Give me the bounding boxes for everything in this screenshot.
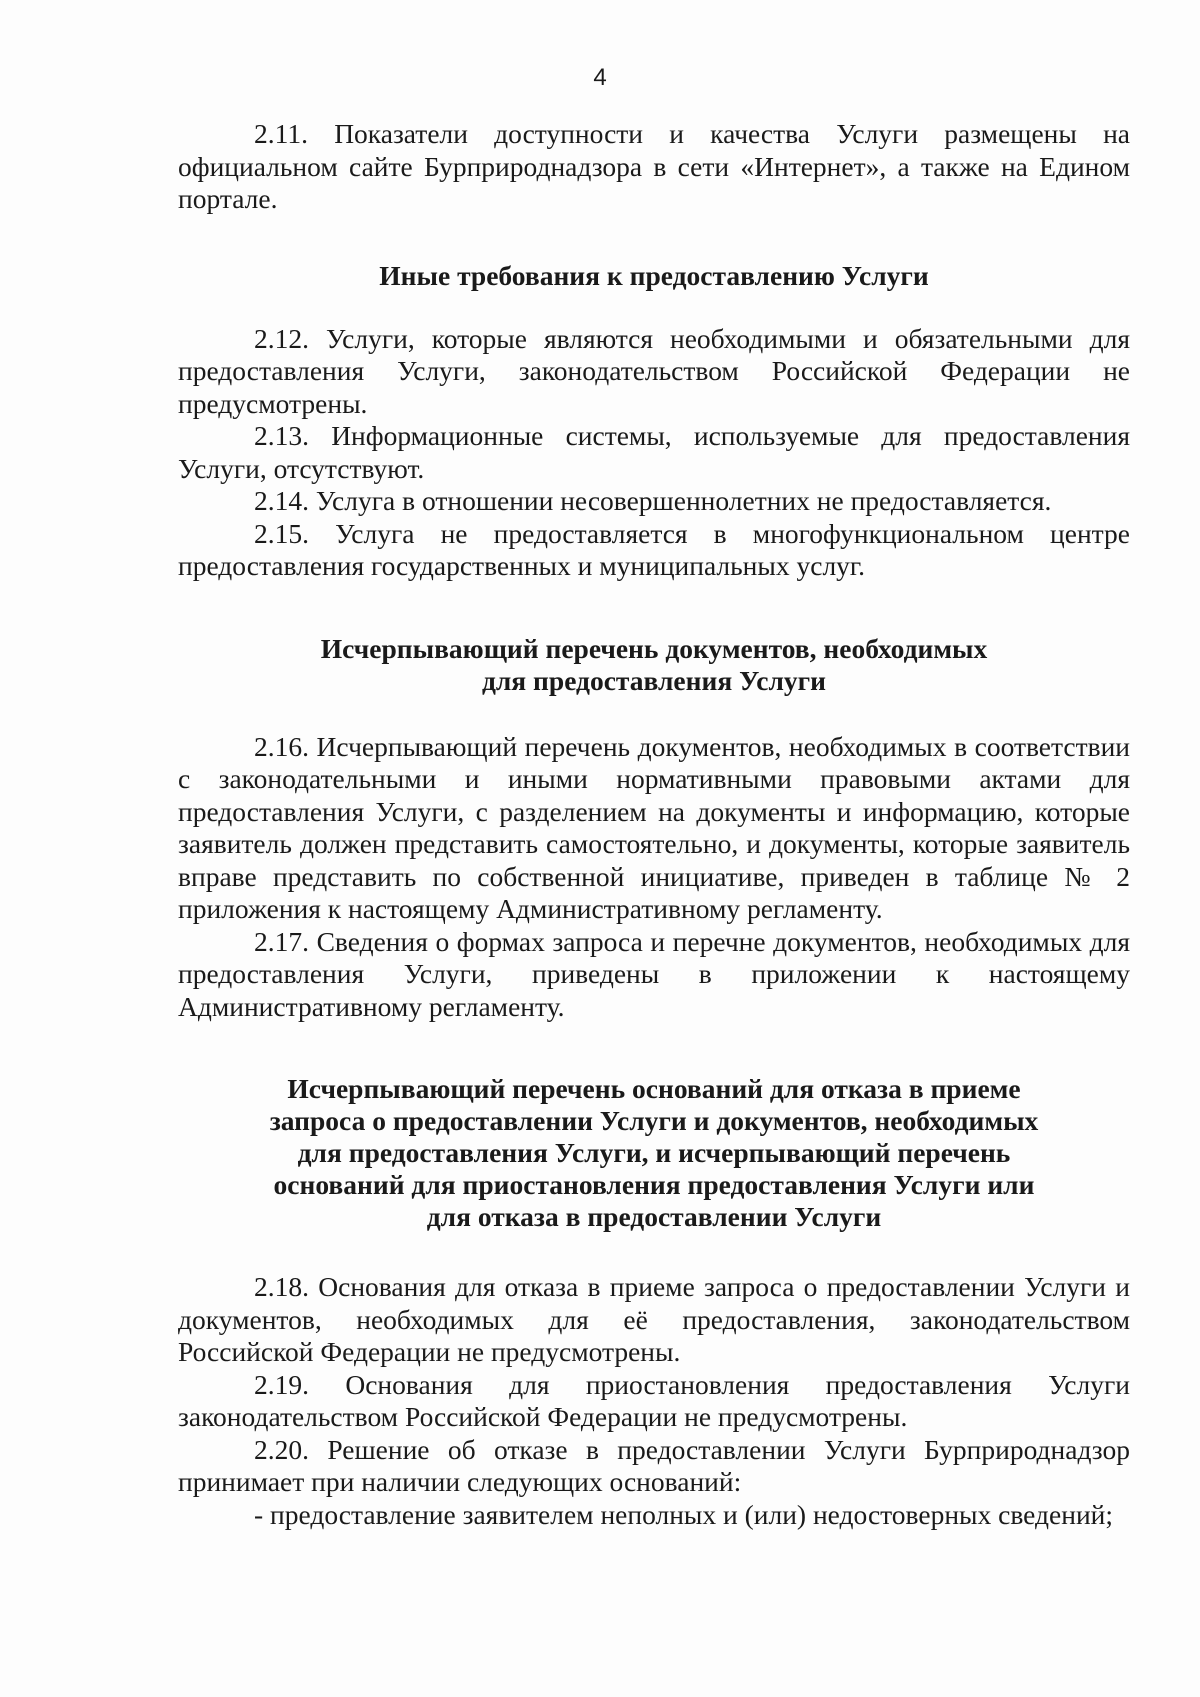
paragraph-2-13: 2.13. Информационные системы, используемые для предоставления Услуги, отсутствуют. <box>178 420 1130 484</box>
heading-line: Исчерпывающий перечень документов, необходимых <box>320 632 988 664</box>
paragraph-2-12: 2.12. Услуги, которые являются необходимыми и обязательными для предоставления Услуги, законодательством Российской Федерации не предусмотрены. <box>178 322 1130 419</box>
paragraph-2-19: 2.19. Основания для приостановления предоставления Услуги законодательством Российской Федерации не предусмотрены. <box>178 1368 1130 1432</box>
paragraph-2-14: 2.14. Услуга в отношении несовершеннолетних не предоставляется. <box>254 485 1052 516</box>
page-number: 4 <box>593 64 607 91</box>
heading-line: для отказа в предоставлении Услуги <box>426 1201 882 1232</box>
paragraph-2-11: 2.11. Показатели доступности и качества Услуги размещены на официальном сайте Бурприроднадзора в сети «Интернет», а также на Едином портале. <box>178 118 1130 214</box>
heading-line: для предоставления Услуги, и исчерпывающий перечень <box>297 1137 1011 1168</box>
document-body <box>178 118 1130 1531</box>
heading-line: оснований для приостановления предоставления Услуги или <box>273 1169 1035 1200</box>
paragraph-2-16: 2.16. Исчерпывающий перечень документов, необходимых в соответствии с законодательными и иными нормативными правовыми актами для предоставления Услуги, с разделением на документы и информацию, которые заявитель должен представить самостоятельно, и документы, которые заявитель вправе представить по собственной инициативе, приведен в таблице № 2 приложения к настоящему Административному регламенту. <box>178 730 1130 924</box>
paragraph-2-20: 2.20. Решение об отказе в предоставлении Услуги Бурприроднадзор принимает при наличии следующих оснований: <box>178 1433 1130 1497</box>
section-heading-documents-list <box>178 633 1130 697</box>
heading-line: Исчерпывающий перечень оснований для отказа в приеме <box>287 1073 1021 1104</box>
paragraph-2-18: 2.18. Основания для отказа в приеме запроса о предоставлении Услуги и документов, необходимых для её предоставления, законодательством Российской Федерации не предусмотрены. <box>178 1271 1130 1367</box>
paragraph-2-15: 2.15. Услуга не предоставляется в многофункциональном центре предоставления государственных и муниципальных услуг. <box>178 517 1130 581</box>
list-item-incomplete-info: - предоставление заявителем неполных и (или) недостоверных сведений; <box>254 1498 1114 1530</box>
paragraph-2-17: 2.17. Сведения о формах запроса и перечне документов, необходимых для предоставления Услуги, приведены в приложении к настоящему Административному регламенту. <box>178 925 1130 1022</box>
heading-line: для предоставления Услуги <box>481 664 827 696</box>
section-heading-other-requirements: Иные требования к предоставлению Услуги <box>379 259 929 291</box>
section-heading-refusal-grounds <box>178 1073 1130 1233</box>
heading-line: запроса о предоставлении Услуги и документов, необходимых <box>269 1105 1039 1136</box>
